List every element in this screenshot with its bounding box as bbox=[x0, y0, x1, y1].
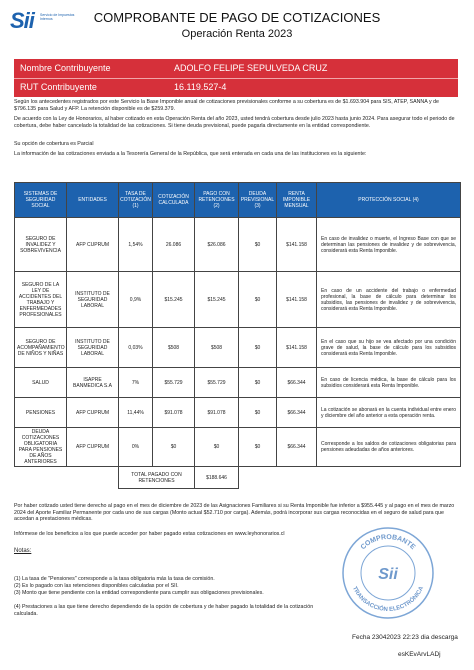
cell-sistema: SEGURO DE ACOMPAÑAMIENTO DE NIÑOS Y NIÑAS bbox=[15, 328, 67, 368]
cell-entidad: INSTITUTO DE SEGURIDAD LABORAL bbox=[67, 328, 119, 368]
cell-tasa: 1,54% bbox=[119, 218, 153, 272]
cell-sistema: SEGURO DE LA LEY DE ACCIDENTES DEL TRABAJO Y ENFERMEDADES PROFESIONALES bbox=[15, 272, 67, 328]
header-tasa: TASA DE COTIZACIÓN (1) bbox=[119, 183, 153, 218]
cell-proteccion: En caso de un accidente del trabajo o enfermedad profesional, la base de cálculo para determinar los subsidios, las pensiones de invalidez y de sobrevivencia, considerará esta Renta Imponible. bbox=[317, 272, 461, 328]
paragraph-asignaciones: Por haber cotizado usted tiene derecho al pago en el mes de diciembre de 2023 de las Asignaciones Familiares si su Renta Imponible fue inferior a $955.445 y al pago en el mes de marzo 2024 del Aporte Familiar Permanente por cada uno de sus cargas (Monto actual $52.710 por carga). Además, podrá incorporar sus cargas reconocidas en el seguro de salud para que accedan a prestaciones médicas. bbox=[14, 503, 455, 523]
cell-calculada: $0 bbox=[153, 428, 195, 467]
cell-sistema: DEUDA COTIZACIONES OBLIGATORIA PARA PENSIONES DE AÑOS ANTERIORES bbox=[15, 428, 67, 467]
cell-tasa: 11,44% bbox=[119, 398, 153, 428]
contributor-rut-label: RUT Contribuyente bbox=[20, 82, 97, 92]
table-header-row bbox=[15, 183, 461, 218]
cell-sistema: PENSIONES bbox=[15, 398, 67, 428]
header-pago: PAGO CON RETENCIONES (2) bbox=[195, 183, 239, 218]
paragraph-base-imponible: Según los antecedentes registrados por este Servicio la Base Imponible anual de cotizaciones previsionales conforme a su cobertura es de $1.693.904 para SIS, ATEP, SANNA y de $796.135 para Salud y AFP. La retención disponible es de $259.379. bbox=[14, 99, 439, 112]
contributor-rut-row bbox=[14, 78, 458, 97]
cell-pago: $15.245 bbox=[195, 272, 239, 328]
cell-pago: $0 bbox=[195, 428, 239, 467]
header-renta: RENTA IMPONIBLE MENSUAL bbox=[277, 183, 317, 218]
cell-entidad: INSTITUTO DE SEGURIDAD LABORAL bbox=[67, 272, 119, 328]
cell-renta: $141.158 bbox=[277, 218, 317, 272]
cell-renta: $141.158 bbox=[277, 272, 317, 328]
paragraph-beneficios: Infórmese de los beneficios a los que puede acceder por haber pagado estas cotizaciones en www.leyhonorarios.cl bbox=[14, 531, 285, 537]
header-sistemas: SISTEMAS DE SEGURIDAD SOCIAL bbox=[15, 183, 67, 218]
header-deuda: DEUDA PREVISIONAL (3) bbox=[239, 183, 277, 218]
cell-calculada: 26.086 bbox=[153, 218, 195, 272]
cell-deuda: $0 bbox=[239, 328, 277, 368]
cell-calculada: $508 bbox=[153, 328, 195, 368]
verification-code: esKEvArvLADj bbox=[398, 651, 441, 658]
cell-pago: $91.078 bbox=[195, 398, 239, 428]
cell-deuda: $0 bbox=[239, 428, 277, 467]
document-title: COMPROBANTE DE PAGO DE COTIZACIONES bbox=[93, 10, 381, 25]
table-row bbox=[15, 368, 461, 398]
cell-calculada: $15.245 bbox=[153, 272, 195, 328]
table-total-row bbox=[15, 467, 461, 489]
table-row bbox=[15, 272, 461, 328]
cell-proteccion: La cotización se abonará en la cuenta individual entre enero y diciembre del año anterior a esta operación renta. bbox=[317, 398, 461, 428]
svg-text:COMPROBANTE bbox=[360, 534, 417, 551]
seal-icon bbox=[340, 525, 436, 621]
cell-proteccion: En el caso que su hijo se vea afectado por una condición grave de salud, la base de cálculo para los subsidios considerará esta Renta Imponible. bbox=[317, 328, 461, 368]
cell-entidad: ISAPRE BANMEDICA S.A bbox=[67, 368, 119, 398]
cell-proteccion: En caso de invalidez o muerte, el Ingreso Base con que se determinan las pensiones de invalidez y de sobrevivencia, considerará esta Renta Imponible. bbox=[317, 218, 461, 272]
cell-renta: $66.344 bbox=[277, 428, 317, 467]
cell-deuda: $0 bbox=[239, 218, 277, 272]
download-date: Fecha 23042023 22:23 dia descarga bbox=[352, 634, 458, 641]
sii-logo-subtitle: Servicio de Impuestos Internos bbox=[40, 13, 75, 21]
paragraph-informacion: La información de las cotizaciones enviada a la Tesorería General de la República, que será enterada en cada una de las instituciones es la siguiente: bbox=[14, 151, 367, 157]
cell-calculada: $55.729 bbox=[153, 368, 195, 398]
paragraph-cobertura: De acuerdo con la Ley de Honorarios, al haber cotizado en esta Operación Renta del año 2023, usted tendrá cobertura desde julio 2023 hasta junio 2024. Para asegurar todo el periodo de cobertura, debe haber cancelado la totalidad de las cotizaciones. Si tiene deuda previsional, puede pagarla directamente en la entidad correspondiente. bbox=[14, 116, 455, 129]
cell-tasa: 0,9% bbox=[119, 272, 153, 328]
contributor-box bbox=[14, 59, 458, 97]
contributor-rut-value: 16.119.527-4 bbox=[174, 82, 227, 92]
cell-entidad: AFP CUPRUM bbox=[67, 218, 119, 272]
note-item: (1) La tasa de "Pensiones" corresponde a la tasa obligatoria más la tasa de comisión. bbox=[14, 576, 215, 582]
paragraph-opcion-cobertura: Su opción de cobertura es Parcial bbox=[14, 141, 94, 147]
seal-bottom-text: TRANSACCIÓN ELECTRÓNICA bbox=[351, 585, 426, 614]
total-label: TOTAL PAGADO CON RETENCIONES bbox=[119, 467, 195, 489]
cell-deuda: $0 bbox=[239, 398, 277, 428]
electronic-transaction-seal bbox=[340, 525, 436, 621]
cell-pago: $26.086 bbox=[195, 218, 239, 272]
note-item: (3) Monto que tiene pendiente con la entidad correspondiente para cumplir sus obligaciones previsionales. bbox=[14, 590, 264, 596]
table-row bbox=[15, 328, 461, 368]
cell-sistema: SEGURO DE INVALIDEZ Y SOBREVIVENCIA bbox=[15, 218, 67, 272]
header-proteccion: PROTECCIÓN SOCIAL (4) bbox=[317, 183, 461, 218]
header-entidades: ENTIDADES bbox=[67, 183, 119, 218]
table-row bbox=[15, 428, 461, 467]
cell-pago: $508 bbox=[195, 328, 239, 368]
header-cotizacion: COTIZACIÓN CALCULADA bbox=[153, 183, 195, 218]
cotizaciones-table bbox=[14, 182, 461, 489]
cell-tasa: 7% bbox=[119, 368, 153, 398]
cell-proteccion: Corresponde a los saldos de cotizaciones obligatorias para pensiones adeudadas de años anteriores. bbox=[317, 428, 461, 467]
cell-entidad: AFP CUPRUM bbox=[67, 398, 119, 428]
contributor-name-row bbox=[14, 59, 458, 79]
seal-top-text: COMPROBANTE bbox=[359, 533, 417, 552]
cell-entidad: AFP CUPRUM bbox=[67, 428, 119, 467]
total-value: $188.646 bbox=[195, 467, 239, 489]
cell-renta: $66.344 bbox=[277, 398, 317, 428]
cell-calculada: $91.078 bbox=[153, 398, 195, 428]
cell-renta: $141.158 bbox=[277, 328, 317, 368]
document-subtitle: Operación Renta 2023 bbox=[181, 28, 293, 40]
cell-renta: $66.344 bbox=[277, 368, 317, 398]
seal-brand: Sii bbox=[378, 566, 398, 583]
note-item: (2) Es lo pagado con las retenciones disponibles calculadas por el SII. bbox=[14, 583, 179, 589]
cell-proteccion: En caso de licencia médica, la base de cálculo para los subsidios considerará esta Renta Imponible. bbox=[317, 368, 461, 398]
sii-logo-text: Sii bbox=[10, 8, 34, 33]
cell-sistema: SALUD bbox=[15, 368, 67, 398]
contributor-name-label: Nombre Contribuyente bbox=[20, 63, 111, 73]
table-row bbox=[15, 218, 461, 272]
cell-pago: $55.729 bbox=[195, 368, 239, 398]
cell-deuda: $0 bbox=[239, 368, 277, 398]
notes-title: Notas: bbox=[14, 548, 32, 554]
note-item: (4) Prestaciones a las que tiene derecho dependiendo de la opción de cobertura y de haber pagado la totalidad de la cotización calculada. bbox=[14, 604, 314, 617]
cell-deuda: $0 bbox=[239, 272, 277, 328]
cell-tasa: 0,03% bbox=[119, 328, 153, 368]
contributor-name-value: ADOLFO FELIPE SEPULVEDA CRUZ bbox=[174, 63, 328, 73]
cell-tasa: 0% bbox=[119, 428, 153, 467]
table-row bbox=[15, 398, 461, 428]
